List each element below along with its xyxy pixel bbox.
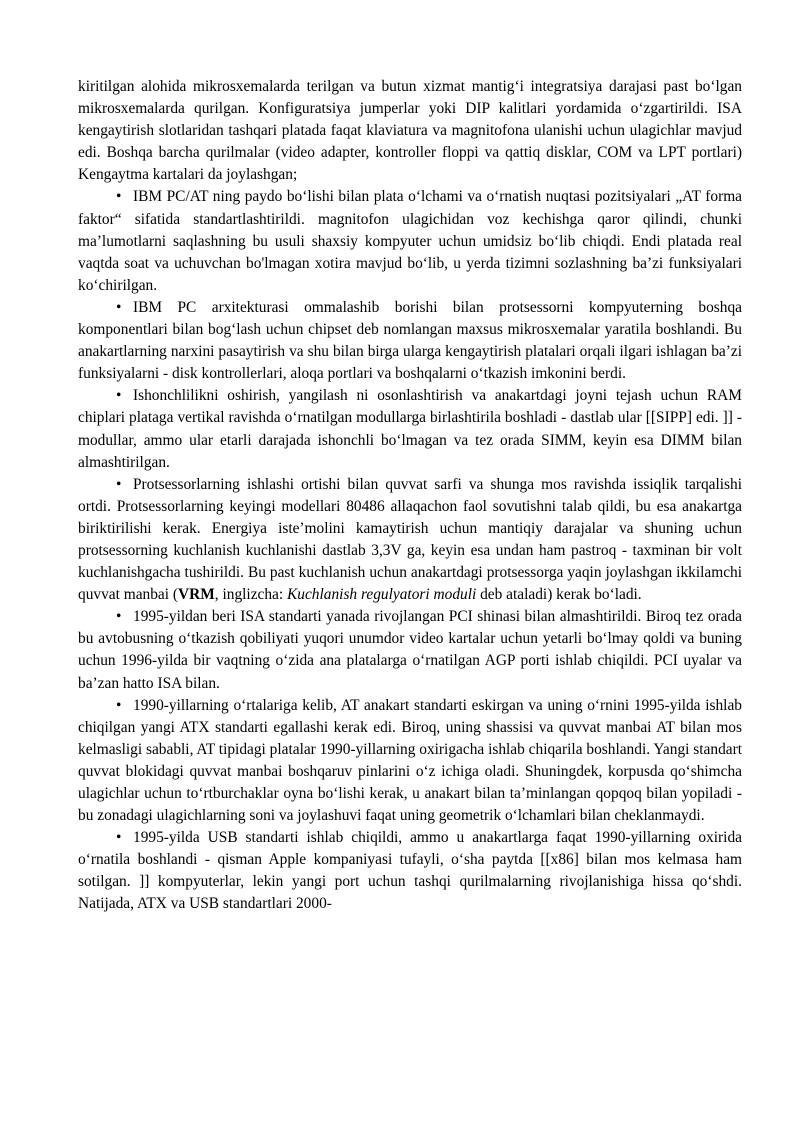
bullet-text: IBM PC arxitekturasi ommalashib borishi bilan protsessorni kompyuterning boshqa komponentlari bilan bog‘lash uchun chipset deb nomlangan maxsus mikrosxemalar yaratila boshlandi. Bu anakartlarning narxini pasaytirish va shu bilan birga ularga kengaytirish platalari orqali ilgari ishlagan ba’zi funksiyalarni - disk kontrollerlari, aloqa portlari va boshqalarni o‘tkazish imkonini berdi. [78, 298, 742, 383]
bullet-icon: • [116, 298, 122, 316]
bullet-text: Ishonchlilikni oshirish, yangilash ni osonlashtirish va anakartdagi joyni tejash uchun RAM chiplari plataga vertikal ravishda o‘rnatilgan modullarga birlashtirila boshladi - dastlab ular [[SIPP] edi. ]] - modullar, ammo ular etarli darajada ishonchli bo‘lmagan va tez orada SIMM, keyin esa DIMM bilan almashtirilgan. [78, 387, 742, 471]
bullet-text: 1995-yildan beri ISA standarti yanada rivojlangan PCI shinasi bilan almashtirildi. Biroq tez orada bu avtobusning o‘tkazish qobiliyati yuqori unumdor video kartalar uchun yetarli bo‘lmay qoldi va buning uchun 1996-yilda bir vaqtning o‘zida ana platalarga o‘rnatilgan AGP porti ishlab chiqildi. PCI uyalar va ba’zan hatto ISA bilan. [78, 608, 742, 692]
bullet-text: deb ataladi) kerak bo‘ladi. [476, 586, 642, 604]
bullet-icon: • [116, 475, 122, 493]
bullet-text: 1995-yilda USB standarti ishlab chiqildi, ammo u anakartlarga faqat 1990-yillarning oxirida o‘rnatila boshlandi - qisman Apple kompaniyasi tufayli, o‘sha paytda [[x86] bilan mos kelmasa ham sotilgan. ]] kompyuterlar, lekin yangi port uchun tashqi qurilmalarning rivojlanishiga hissa qo‘shdi. Natijada, ATX va USB standartlari 2000- [78, 829, 742, 913]
bullet-text: 1990-yillarning o‘rtalariga kelib, AT anakart standarti eskirgan va uning o‘rnini 1995-yilda ishlab chiqilgan yangi ATX standarti egallashi kerak edi. Biroq, uning shassisi va quvvat manbai AT bilan mos kelmasligi sababli, AT tipidagi platalar 1990-yillarning oxirigacha ishlab chiqarila boshlandi. Yangi standart quvvat blokidagi quvvat manbai boshqaruv pinlarini o‘z ichiga oladi. Shuningdek, korpusda qo‘shimcha ulagichlar uchun to‘rtburchaklar oyna bo‘lishi kerak, u anakart bilan ta’minlangan qopqoq bilan yopiladi - bu zonadagi ulagichlarning soni va joylashuvi faqat uning geometrik o‘lchamlari bilan cheklanmaydi. [78, 696, 742, 825]
bullet-item [78, 827, 742, 915]
intro-paragraph: kiritilgan alohida mikrosxemalarda terilgan va butun xizmat mantig‘i integratsiya darajasi past bo‘lgan mikrosxemalarda qurilgan. Konfiguratsiya jumperlar yoki DIP kalitlari yordamida o‘zgartirildi. ISA kengaytirish slotlaridan tashqari platada faqat klaviatura va magnitofona ulanishi uchun ulagichlar mavjud edi. Boshqa barcha qurilmalar (video adapter, kontroller floppi va qattiq disklar, COM va LPT portlari) Kengaytma kartalari da joylashgan; [78, 78, 742, 184]
bullet-item [78, 186, 742, 296]
bullet-icon: • [116, 608, 122, 626]
bullet-icon: • [116, 829, 122, 847]
bullet-icon: • [116, 387, 122, 405]
vrm-term: VRM [178, 586, 215, 604]
bullet-icon: • [116, 188, 122, 206]
bullet-item [78, 385, 742, 473]
bullet-item-vrm [78, 474, 742, 607]
bullet-icon: • [116, 696, 122, 714]
bullet-item [78, 606, 742, 694]
bullet-item [78, 297, 742, 385]
vrm-translation: Kuchlanish regulyatori moduli [287, 586, 477, 604]
bullet-text: Protsessorlarning ishlashi ortishi bilan quvvat sarfi va shunga mos ravishda issiqlik tarqalishi ortdi. Protsessorlarning keyingi modellari 80486 allaqachon faol sovutishni talab qildi, bu esa anakartga biriktirilishi kerak. Energiya iste’molini kamaytirish uchun mantiqiy darajalar va shuning uchun protsessorning kuchlanish kuchlanishi dastlab 3,3V ga, keyin esa undan ham pastroq - taxminan bir volt kuchlanishgacha tushirildi. Bu past kuchlanish uchun anakartdagi protsessorga yaqin joylashgan ikkilamchi quvvat manbai ( [78, 475, 742, 604]
bullet-text: IBM PC/AT ning paydo bo‘lishi bilan plata o‘lchami va o‘rnatish nuqtasi pozitsiyalari „AT forma faktor“ sifatida standartlashtirildi. magnitofon ulagichidan voz kechishga qaror qilindi, chunki ma’lumotlarni saqlashning bu usuli shaxsiy kompyuter uchun umidsiz bo‘lib chiqdi. Endi platada real vaqtda soat va uchuvchan bo'lmagan xotira mavjud bo‘lib, u yerda tizimni sozlashning ba’zi funksiyalari ko‘chirilgan. [78, 188, 742, 294]
bullet-item [78, 695, 742, 828]
bullet-text: , inglizcha: [214, 586, 288, 604]
